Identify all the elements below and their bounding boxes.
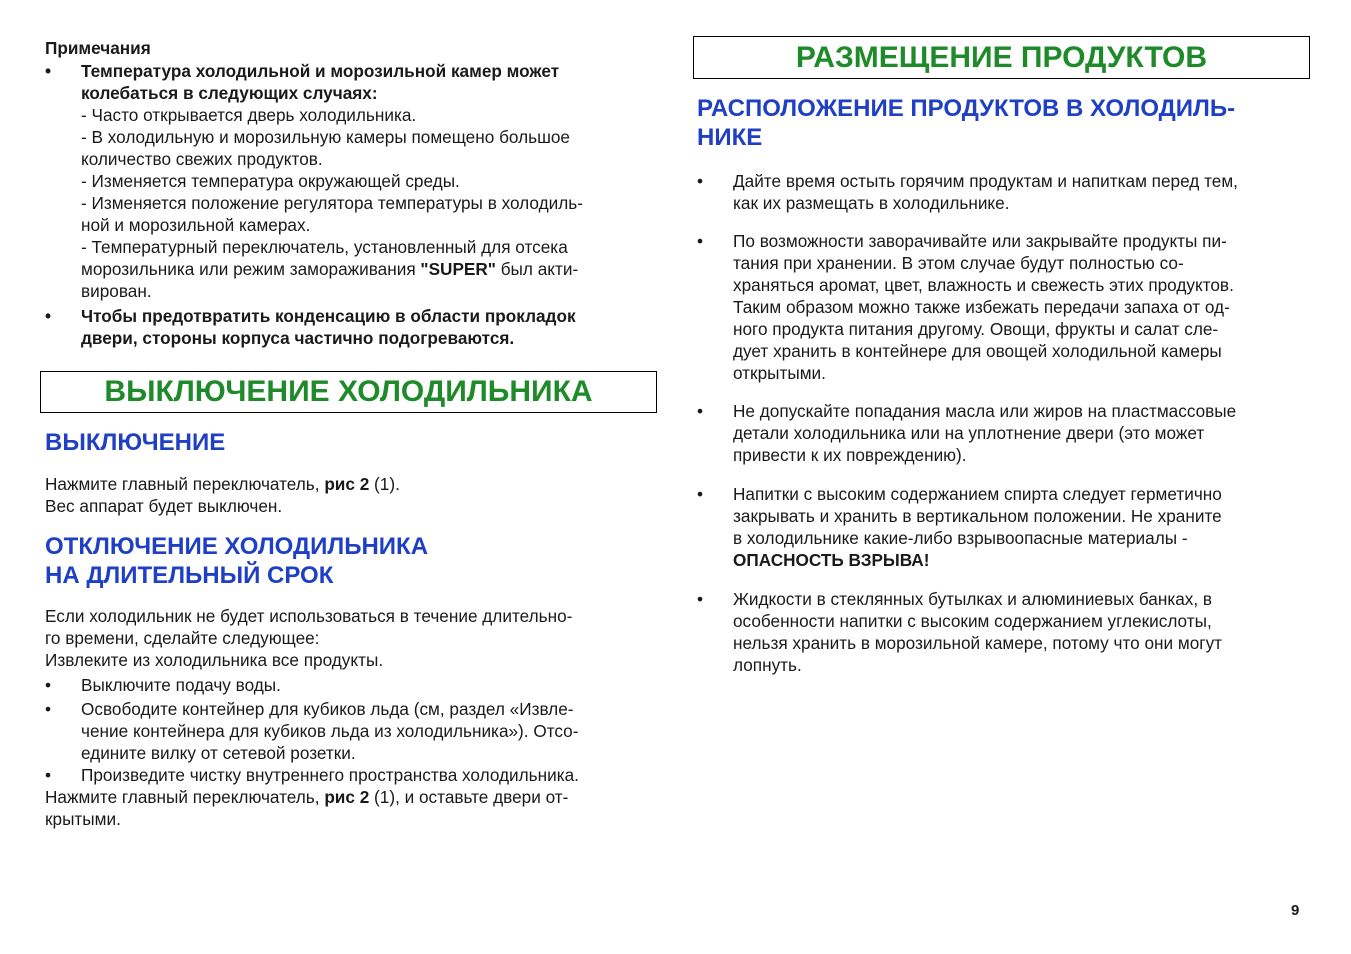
long-term-bullet-2: • Освободите контейнер для кубиков льда (см, раздел «Извле- чение контейнера для кубиков льда из холодильника»). Отсо- едините вилку от сетевой розетки. (45, 699, 579, 763)
page-number: 9 (1291, 902, 1300, 919)
section-title-switch-off: ВЫКЛЮЧЕНИЕ ХОЛОДИЛЬНИКА (40, 371, 657, 413)
placement-bullet-4: • Напитки с высоким содержанием спирта следует герметично закрывать и хранить в вертикальном положении. Не храните в холодильнике какие-либо взрывоопасные материалы - ОПАСНОСТЬ ВЗРЫВА! (697, 483, 1346, 571)
switch-off-text: Нажмите главный переключатель, рис 2 (1). Вес аппарат будет выключен. (45, 474, 400, 516)
subheading-placement-in-fridge: РАСПОЛОЖЕНИЕ ПРОДУКТОВ В ХОЛОДИЛЬ- НИКЕ (697, 95, 1236, 151)
note-item-1-details: - Часто открывается дверь холодильника. - В холодильную и морозильную камеры помещено большое количество свежих продуктов. - Изменяется температура окружающей среды. - Изменяется положение регулятора температуры в холодиль- ной и морозильной камерах. - Температурный переключатель, установленный для отсека морозильника или режим замораживания "SUPER" был акти- вирован. (81, 105, 583, 301)
long-term-bullet-1: • Выключите подачу воды. (45, 675, 281, 695)
placement-bullet-3: • Не допускайте попадания масла или жиров на пластмассовые детали холодильника или на уплотнение двери (это может привести к их повреждению). (697, 401, 1237, 465)
note-item-2: • Чтобы предотвратить конденсацию в области прокладок двери, стороны корпуса частично подогреваются. (45, 306, 576, 348)
placement-bullet-5: • Жидкости в стеклянных бутылках и алюминиевых банках, в особенности напитки с высоким содержанием углекислоты, нельзя хранить в морозильной камере, потому что они могут лопнуть. (697, 589, 1223, 675)
explosion-warning: ОПАСНОСТЬ ВЗРЫВА! (733, 550, 930, 570)
subheading-long-term-off: ОТКЛЮЧЕНИЕ ХОЛОДИЛЬНИКА НА ДЛИТЕЛЬНЫЙ СРОК (45, 533, 429, 589)
long-term-intro: Если холодильник не будет использоваться в течение длительно- го времени, сделайте следующее: Извлеките из холодильника все продукты. (45, 606, 573, 670)
section-title-placement: РАЗМЕЩЕНИЕ ПРОДУКТОВ (693, 36, 1310, 79)
placement-bullet-1: • Дайте время остыть горячим продуктам и напиткам перед тем, как их размещать в холодильнике. (697, 171, 1238, 213)
placement-bullet-2: • По возможности заворачивайте или закрывайте продукты пи- тания при хранении. В этом случае будут полностью со- храняться аромат, цвет, влажность и свежесть этих продуктов. Таким образом можно также избежать передачи запаха от од- ного продукта питания другому. Овощи, фрукты и салат сле- дует хранить в контейнере для овощей холодильной камеры открытыми. (697, 231, 1234, 383)
subheading-switch-off: ВЫКЛЮЧЕНИЕ (45, 429, 226, 456)
note-item-1-heading: • Температура холодильной и морозильной камер может колебаться в следующих случаях: (45, 61, 560, 103)
notes-title: Примечания (45, 38, 151, 58)
long-term-closing: Нажмите главный переключатель, рис 2 (1), и оставьте двери от- крытыми. (45, 787, 569, 829)
long-term-bullet-3: • Произведите чистку внутреннего пространства холодильника. (45, 765, 579, 785)
